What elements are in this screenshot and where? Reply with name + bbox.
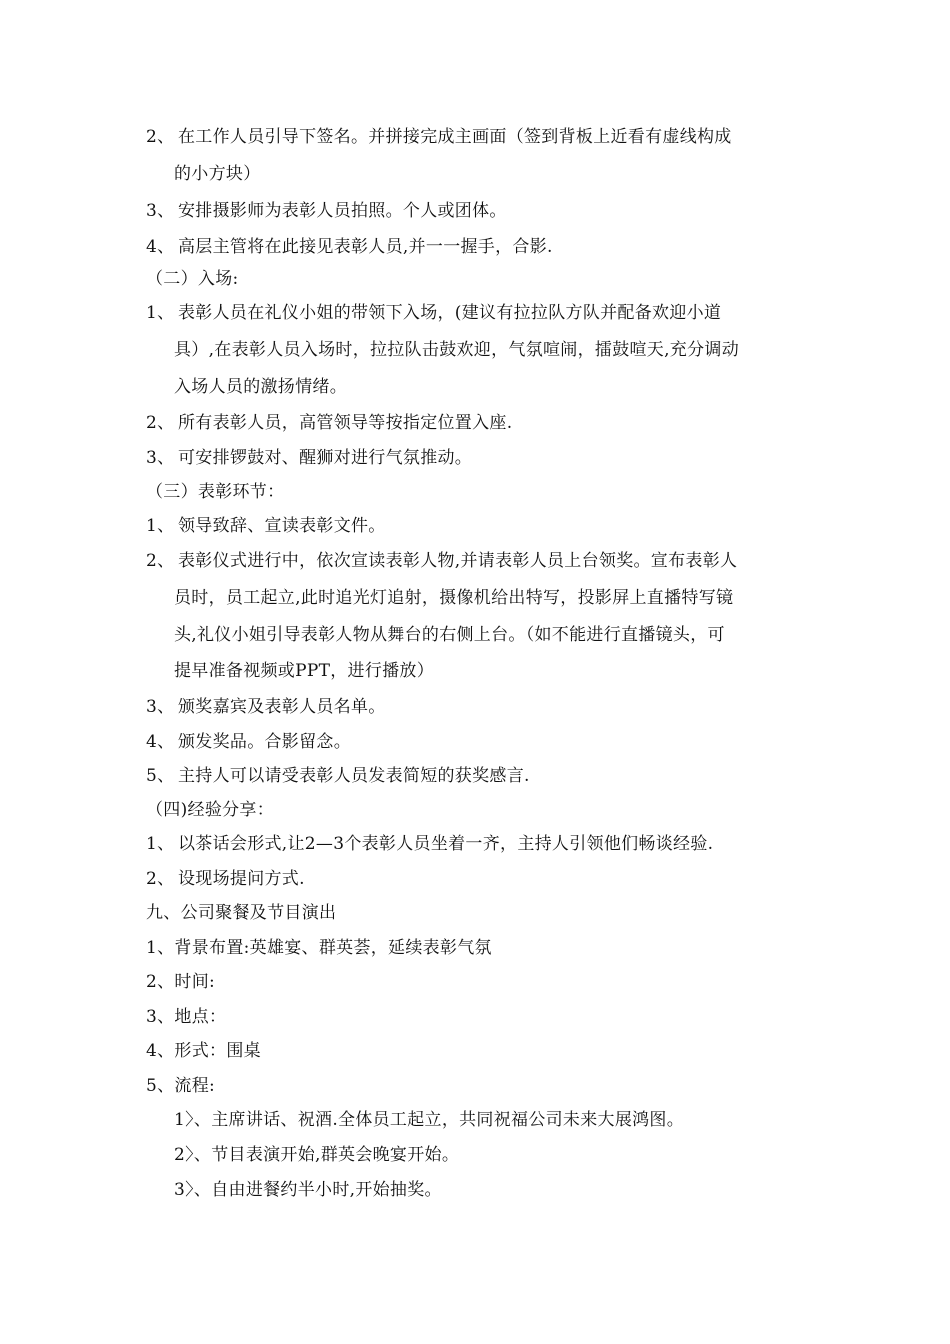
list-item: 3、 安排摄影师为表彰人员拍照。个人或团体。 xyxy=(146,201,507,221)
list-item-continuation: 头,礼仪小姐引导表彰人物从舞台的右侧上台。（如不能进行直播镜头，可 xyxy=(174,625,725,645)
list-item: 2、 所有表彰人员，高管领导等按指定位置入座. xyxy=(146,413,513,433)
section-heading-dinner: 九、公司聚餐及节目演出 xyxy=(146,903,337,923)
list-item: 1、 表彰人员在礼仪小姐的带领下入场，(建议有拉拉队方队并配备欢迎小道 xyxy=(146,303,722,323)
section-heading-experience: （四)经验分享： xyxy=(146,800,275,820)
list-item: 3、 颁奖嘉宾及表彰人员名单。 xyxy=(146,697,386,717)
flow-step: 1〉、主席讲话、祝酒.全体员工起立，共同祝福公司未来大展鸿图。 xyxy=(174,1110,685,1130)
list-item: 5、 主持人可以请受表彰人员发表简短的获奖感言. xyxy=(146,766,530,786)
flow-step: 3〉、自由进餐约半小时,开始抽奖。 xyxy=(174,1180,442,1200)
list-item-continuation: 入场人员的激扬情绪。 xyxy=(174,377,347,397)
list-item: 4、 颁发奖品。合影留念。 xyxy=(146,732,351,752)
list-item: 1、 以茶话会形式,让2—3个表彰人员坐着一齐，主持人引领他们畅谈经验. xyxy=(146,834,714,854)
list-item: 4、 高层主管将在此接见表彰人员,并一一握手，合影. xyxy=(146,237,553,257)
list-item: 3、 可安排锣鼓对、醒狮对进行气氛推动。 xyxy=(146,448,473,468)
field-time: 2、时间: xyxy=(146,972,216,992)
field-background: 1、背景布置:英雄宴、群英荟，延续表彰气氛 xyxy=(146,938,492,958)
flow-step: 2〉、节目表演开始,群英会晚宴开始。 xyxy=(174,1145,460,1165)
field-format: 4、形式：围桌 xyxy=(146,1041,261,1061)
field-process: 5、流程: xyxy=(146,1076,216,1096)
section-heading-commendation: （三）表彰环节： xyxy=(146,482,285,502)
field-location: 3、地点： xyxy=(146,1007,227,1027)
list-item-continuation: 具）,在表彰人员入场时，拉拉队击鼓欢迎，气氛喧闹，擂鼓喧天,充分调动 xyxy=(174,340,740,360)
list-item-continuation: 员时，员工起立,此时追光灯追射，摄像机给出特写，投影屏上直播特写镜 xyxy=(174,588,734,608)
section-heading-entrance: （二）入场: xyxy=(146,269,239,289)
list-item: 2、 表彰仪式进行中，依次宣读表彰人物,并请表彰人员上台领奖。宣布表彰人 xyxy=(146,551,738,571)
list-item: 2、 设现场提问方式. xyxy=(146,869,305,889)
list-item: 1、 领导致辞、宣读表彰文件。 xyxy=(146,516,386,536)
list-item-continuation: 的小方块） xyxy=(174,164,261,184)
list-item: 2、 在工作人员引导下签名。并拼接完成主画面（签到背板上近看有虚线构成 xyxy=(146,127,732,147)
list-item-continuation: 提早准备视频或PPT，进行播放） xyxy=(174,661,435,681)
